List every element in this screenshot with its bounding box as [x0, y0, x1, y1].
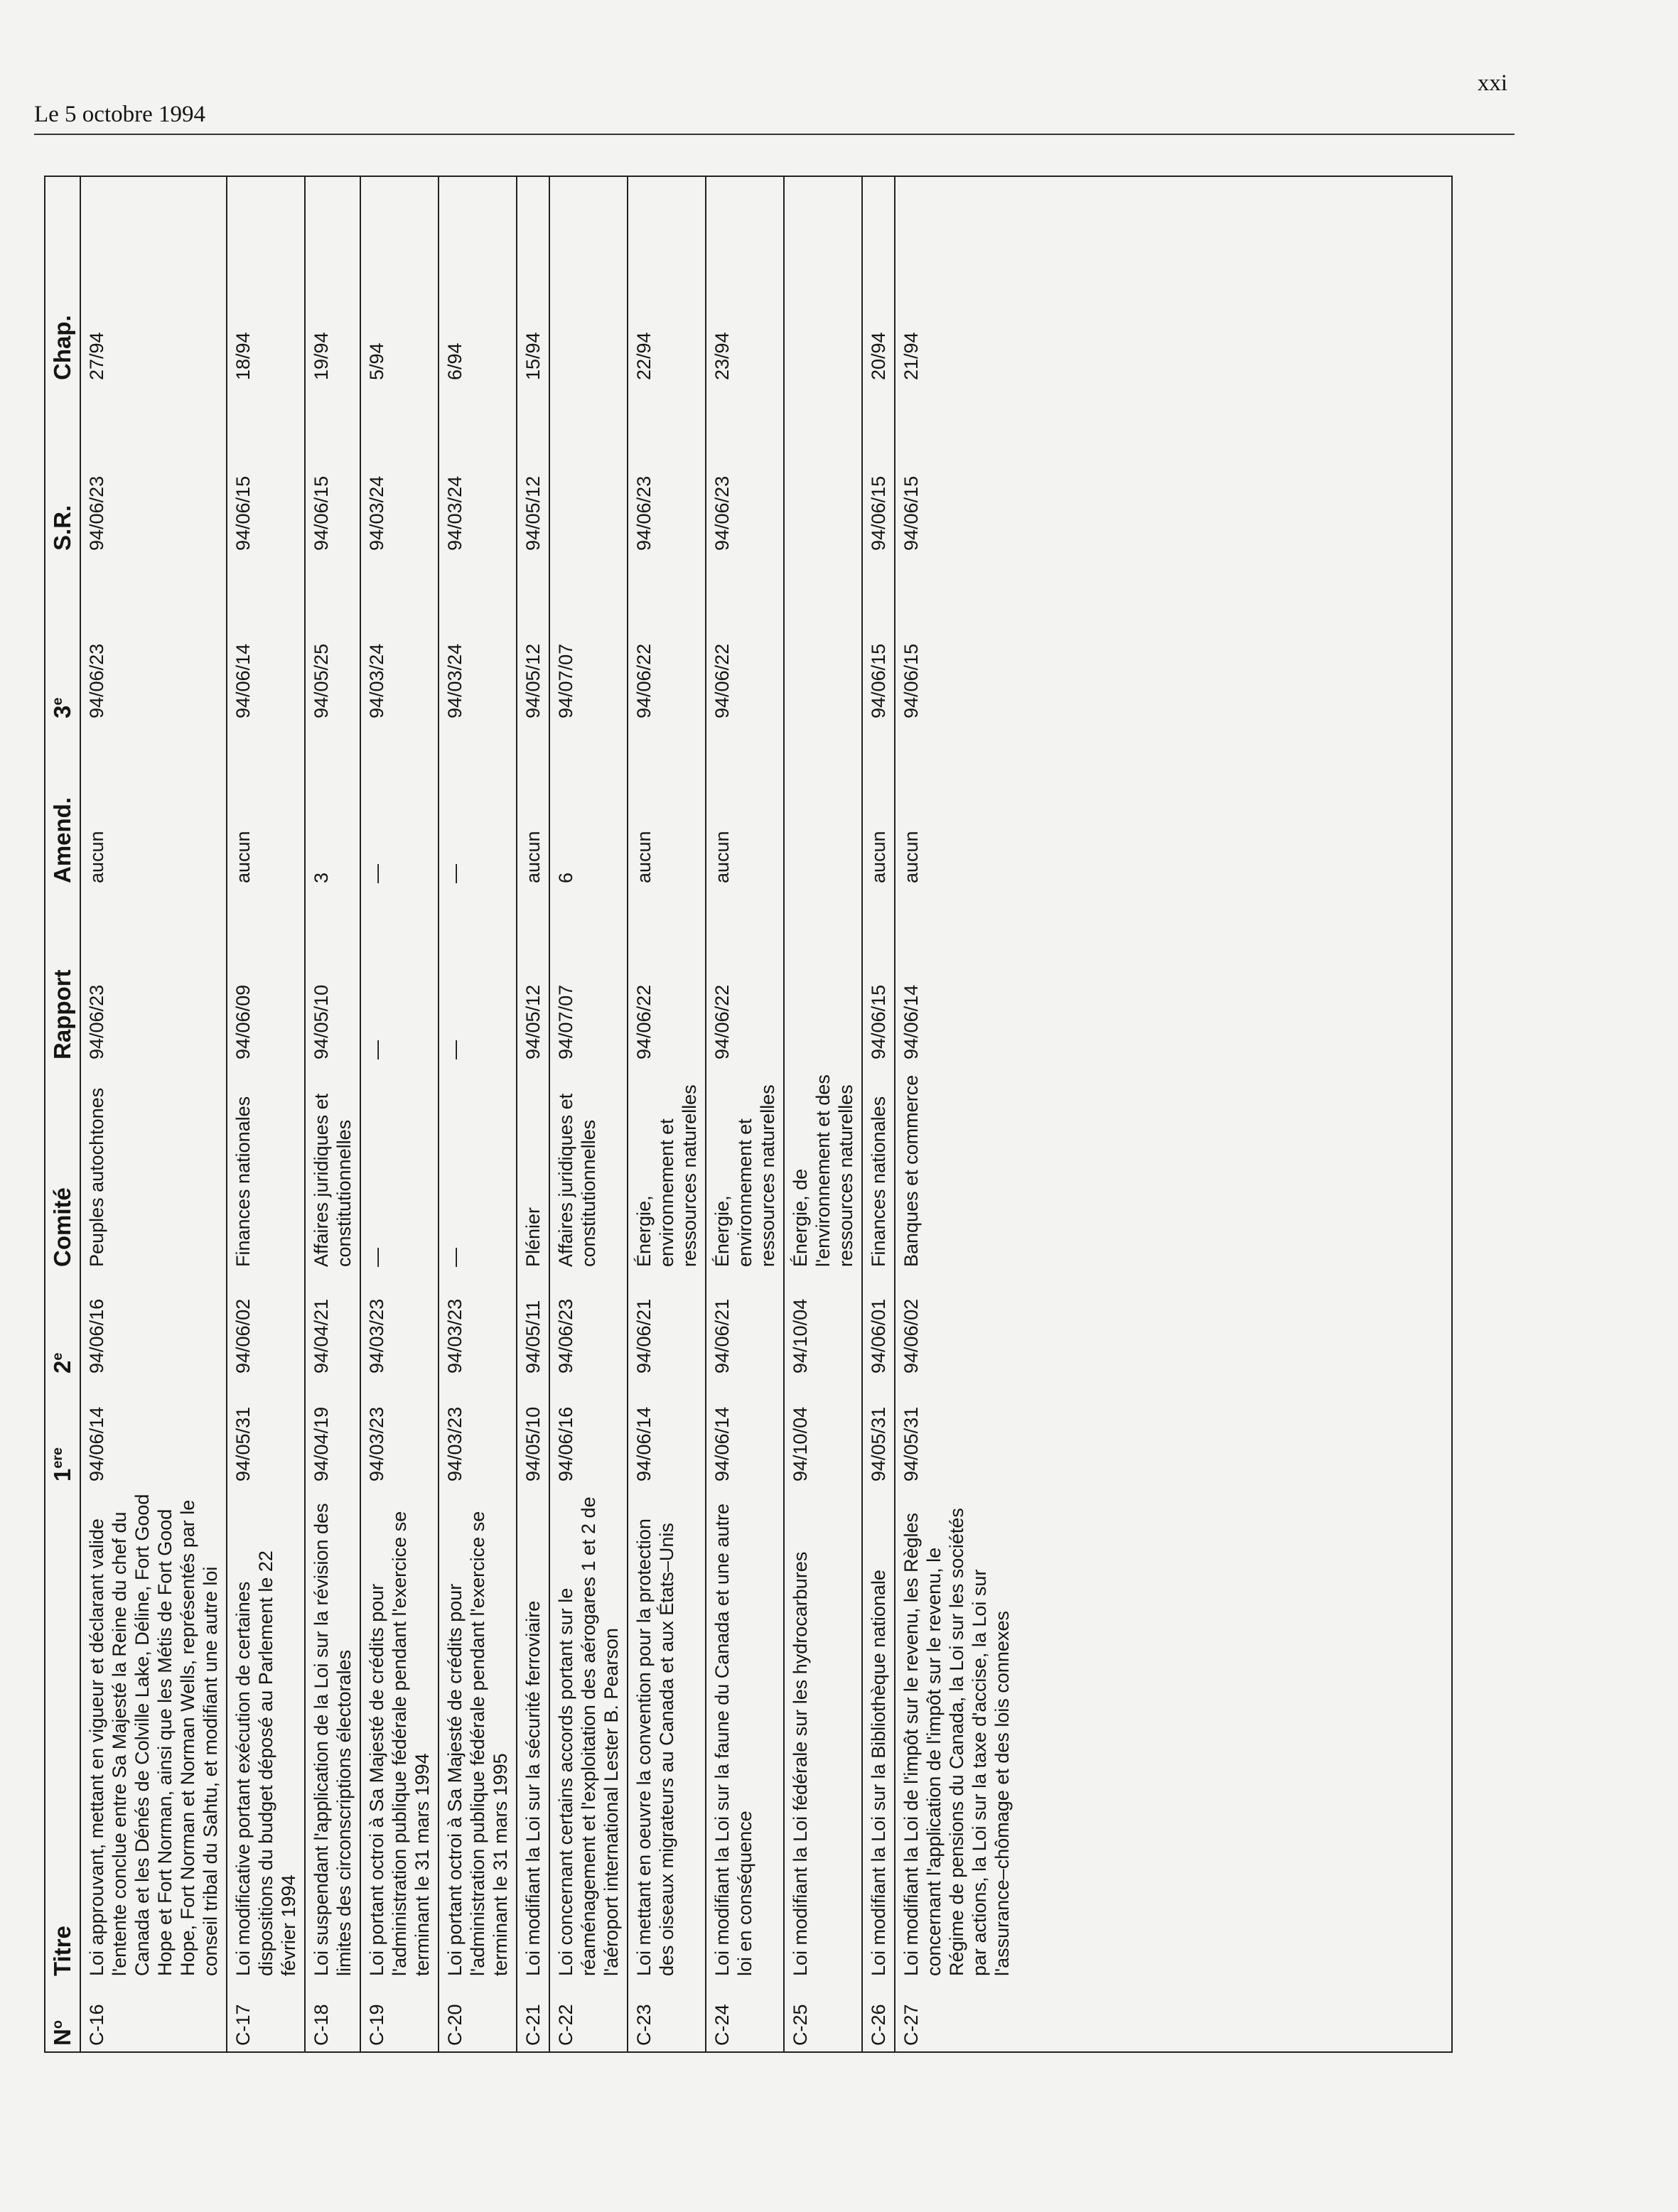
committee-name: Finances nationales: [227, 1065, 305, 1273]
table-row: [517, 177, 549, 2051]
committee-name: Affaires juridiques et constitutionnelles: [549, 1065, 628, 1273]
bill-number: C-27: [900, 2004, 922, 2046]
table-row: [227, 177, 305, 2051]
table-row: [895, 177, 1018, 2051]
bill-number: C-18: [305, 1982, 360, 2051]
committee-name: Peuples autochtones: [80, 1065, 227, 1273]
bill-title: Loi approuvant, mettant en vigueur et déclarant valide l'entente conclue entre Sa Majesté la Reine du chef du Canada et les Dénés de Colville Lake, Déline, Fort Good Hope et Fort Norman, ainsi que les Métis de Fort Good Hope, Fort Norman et Norman Wells, représentés par le conseil tribal du Sahtu, et modifiant une autre loi: [80, 1487, 227, 1982]
third-reading-date: 94/07/07: [549, 556, 628, 724]
table-row: [439, 177, 517, 2051]
amendments: aucun: [517, 724, 549, 889]
third-reading-date: 94/05/25: [305, 556, 360, 724]
second-reading-date: 94/03/23: [439, 1273, 517, 1379]
committee-name: Affaires juridiques et constitutionnelles: [305, 1065, 360, 1273]
chapter: 19/94: [305, 177, 360, 386]
rotated-table-container: [45, 177, 1451, 2051]
committee-name: —: [439, 1065, 517, 1273]
committee-name: Énergie, environnement et ressources naturelles: [628, 1065, 706, 1273]
second-reading-date: 94/06/02: [227, 1273, 305, 1379]
royal-assent-date: 94/06/23: [628, 386, 706, 556]
bill-title: Loi modifiant la Loi fédérale sur les hydrocarbures: [784, 1487, 862, 1982]
first-reading-date: 94/06/16: [549, 1379, 628, 1487]
report-date: 94/06/09: [227, 889, 305, 1065]
first-reading-date: 94/03/23: [360, 1379, 439, 1487]
royal-assent-date: 94/06/23: [80, 386, 227, 556]
col-header-second-reading: 2e: [45, 1273, 80, 1379]
chapter: 23/94: [706, 177, 784, 386]
second-reading-date: 94/06/21: [628, 1273, 706, 1379]
royal-assent-date: [549, 386, 628, 556]
amendments: aucun: [227, 724, 305, 889]
table-header-row: [45, 177, 80, 2051]
bill-title: Loi modifiant la Loi sur la sécurité ferroviaire: [517, 1487, 549, 1982]
amendments: 3: [305, 724, 360, 889]
third-reading-date: 94/06/22: [628, 556, 706, 724]
amendments: aucun: [862, 724, 895, 889]
third-reading-date: 94/06/23: [80, 556, 227, 724]
chapter: 15/94: [517, 177, 549, 386]
third-reading-date: 94/06/14: [227, 556, 305, 724]
committee-name: Énergie, de l'environnement et des ressources naturelles: [784, 1065, 862, 1273]
bill-number: C-20: [439, 1982, 517, 2051]
amendments: aucun: [706, 724, 784, 889]
bill-number: C-24: [706, 1982, 784, 2051]
table-row: [549, 177, 628, 2051]
second-reading-date: 94/06/23: [549, 1273, 628, 1379]
report-date: 94/06/23: [80, 889, 227, 1065]
amendments: —: [439, 724, 517, 889]
col-header-first-reading: 1ere: [45, 1379, 80, 1487]
table-row: [784, 177, 862, 2051]
chapter: 21/94: [900, 332, 922, 380]
bill-number: C-17: [227, 1982, 305, 2051]
first-reading-date: 94/06/14: [706, 1379, 784, 1487]
second-reading-date: 94/06/16: [80, 1273, 227, 1379]
bill-number: C-19: [360, 1982, 439, 2051]
bill-number: C-25: [784, 1982, 862, 2051]
chapter: [784, 177, 862, 386]
first-reading-date: 94/10/04: [784, 1379, 862, 1487]
report-date: 94/06/14: [900, 984, 922, 1059]
amendments: —: [360, 724, 439, 889]
chapter: 18/94: [227, 177, 305, 386]
first-reading-date: 94/03/23: [439, 1379, 517, 1487]
third-reading-date: 94/06/15: [900, 643, 922, 718]
header-date: Le 5 octobre 1994: [34, 102, 206, 127]
amendments: aucun: [628, 724, 706, 889]
report-date: 94/07/07: [549, 889, 628, 1065]
committee-name: —: [360, 1065, 439, 1273]
amendments: aucun: [900, 831, 922, 883]
chapter: 22/94: [628, 177, 706, 386]
report-date: 94/05/10: [305, 889, 360, 1065]
second-reading-date: 94/10/04: [784, 1273, 862, 1379]
second-reading-date: 94/05/11: [517, 1273, 549, 1379]
amendments: [784, 724, 862, 889]
third-reading-date: 94/06/15: [862, 556, 895, 724]
royal-assent-date: 94/05/12: [517, 386, 549, 556]
bill-title: Loi portant octroi à Sa Majesté de crédits pour l'administration publique fédérale pendant l'exercice se terminant le 31 mars 1995: [439, 1487, 517, 1982]
first-reading-date: 94/05/31: [227, 1379, 305, 1487]
bill-title: Loi modifiant la Loi sur la Bibliothèque nationale: [862, 1487, 895, 1982]
second-reading-date: 94/06/21: [706, 1273, 784, 1379]
table-row: [305, 177, 360, 2051]
second-reading-date: 94/04/21: [305, 1273, 360, 1379]
first-reading-date: 94/05/31: [862, 1379, 895, 1487]
col-header-no: $N^o$: [45, 1982, 80, 2051]
royal-assent-date: 94/06/15: [305, 386, 360, 556]
bill-title: Loi modificative portant exécution de certaines dispositions du budget déposé au Parlement le 22 février 1994: [227, 1487, 305, 1982]
bill-title: Loi suspendant l'application de la Loi sur la révision des limites des circonscriptions électorales: [305, 1487, 360, 1982]
bill-title: Loi modifiant la Loi de l'impôt sur le revenu, les Règles concernant l'application de l'impôt sur le revenu, le Régime de pensions du Canada, la Loi sur les sociétés par actions, la Loi sur la taxe d'accise, la Loi sur l'assurance–chômage et des lois connexes: [900, 1508, 1013, 1976]
bills-table-frame: [44, 176, 1453, 2053]
committee-name: Finances nationales: [862, 1065, 895, 1273]
col-header-committee: Comité: [45, 1065, 80, 1273]
page-header: [34, 70, 1515, 135]
first-reading-date: 94/05/10: [517, 1379, 549, 1487]
amendments: 6: [549, 724, 628, 889]
chapter: 20/94: [862, 177, 895, 386]
table-row: [706, 177, 784, 2051]
bill-title: Loi portant octroi à Sa Majesté de crédits pour l'administration publique fédérale pendant l'exercice se terminant le 31 mars 1994: [360, 1487, 439, 1982]
royal-assent-date: 94/06/15: [900, 475, 922, 551]
royal-assent-date: 94/06/15: [227, 386, 305, 556]
report-date: 94/06/15: [862, 889, 895, 1065]
royal-assent-date: [784, 386, 862, 556]
second-reading-date: 94/03/23: [360, 1273, 439, 1379]
first-reading-date: 94/05/31: [900, 1406, 922, 1482]
third-reading-date: 94/03/24: [360, 556, 439, 724]
bill-number: C-22: [549, 1982, 628, 2051]
report-date: 94/06/22: [706, 889, 784, 1065]
table-row: [628, 177, 706, 2051]
first-reading-date: 94/04/19: [305, 1379, 360, 1487]
chapter: [549, 177, 628, 386]
table-row: [80, 177, 227, 2051]
third-reading-date: [784, 556, 862, 724]
first-reading-date: 94/06/14: [628, 1379, 706, 1487]
col-header-chapter: Chap.: [45, 177, 80, 386]
col-header-report: Rapport: [45, 889, 80, 1065]
bill-title: Loi concernant certains accords portant sur le réaménagement et l'exploitation des aérogares 1 et 2 de l'aéroport international Lester B. Pearson: [549, 1487, 628, 1982]
bill-title: Loi modifiant la Loi sur la faune du Canada et une autre loi en conséquence: [706, 1487, 784, 1982]
report-date: 94/06/22: [628, 889, 706, 1065]
bill-number: C-21: [517, 1982, 549, 2051]
first-reading-date: 94/06/14: [80, 1379, 227, 1487]
bill-number: C-26: [862, 1982, 895, 2051]
report-date: [784, 889, 862, 1065]
chapter: 27/94: [80, 177, 227, 386]
committee-name: Énergie, environnement et ressources naturelles: [706, 1065, 784, 1273]
royal-assent-date: 94/03/24: [360, 386, 439, 556]
third-reading-date: 94/06/22: [706, 556, 784, 724]
report-date: —: [360, 889, 439, 1065]
col-header-third-reading: 3e: [45, 556, 80, 724]
third-reading-date: 94/03/24: [439, 556, 517, 724]
bill-title: Loi mettant en oeuvre la convention pour la protection des oiseaux migrateurs au Canada et aux États–Unis: [628, 1487, 706, 1982]
report-date: —: [439, 889, 517, 1065]
chapter: 5/94: [360, 177, 439, 386]
second-reading-date: 94/06/01: [862, 1273, 895, 1379]
table-row: [862, 177, 895, 2051]
amendments: aucun: [80, 724, 227, 889]
committee-name: Plénier: [517, 1065, 549, 1273]
royal-assent-date: 94/03/24: [439, 386, 517, 556]
page-number: xxi: [1477, 70, 1507, 96]
committee-name: Banques et commerce: [900, 1074, 922, 1267]
bill-number: C-16: [80, 1982, 227, 2051]
col-header-title: Titre: [45, 1487, 80, 1982]
second-reading-date: 94/06/02: [900, 1298, 922, 1374]
bill-number: C-23: [628, 1982, 706, 2051]
royal-assent-date: 94/06/15: [862, 386, 895, 556]
col-header-amend: Amend.: [45, 724, 80, 889]
third-reading-date: 94/05/12: [517, 556, 549, 724]
bills-table: [45, 177, 1018, 2051]
royal-assent-date: 94/06/23: [706, 386, 784, 556]
col-header-royal-assent: S.R.: [45, 386, 80, 556]
report-date: 94/05/12: [517, 889, 549, 1065]
table-row: [360, 177, 439, 2051]
chapter: 6/94: [439, 177, 517, 386]
